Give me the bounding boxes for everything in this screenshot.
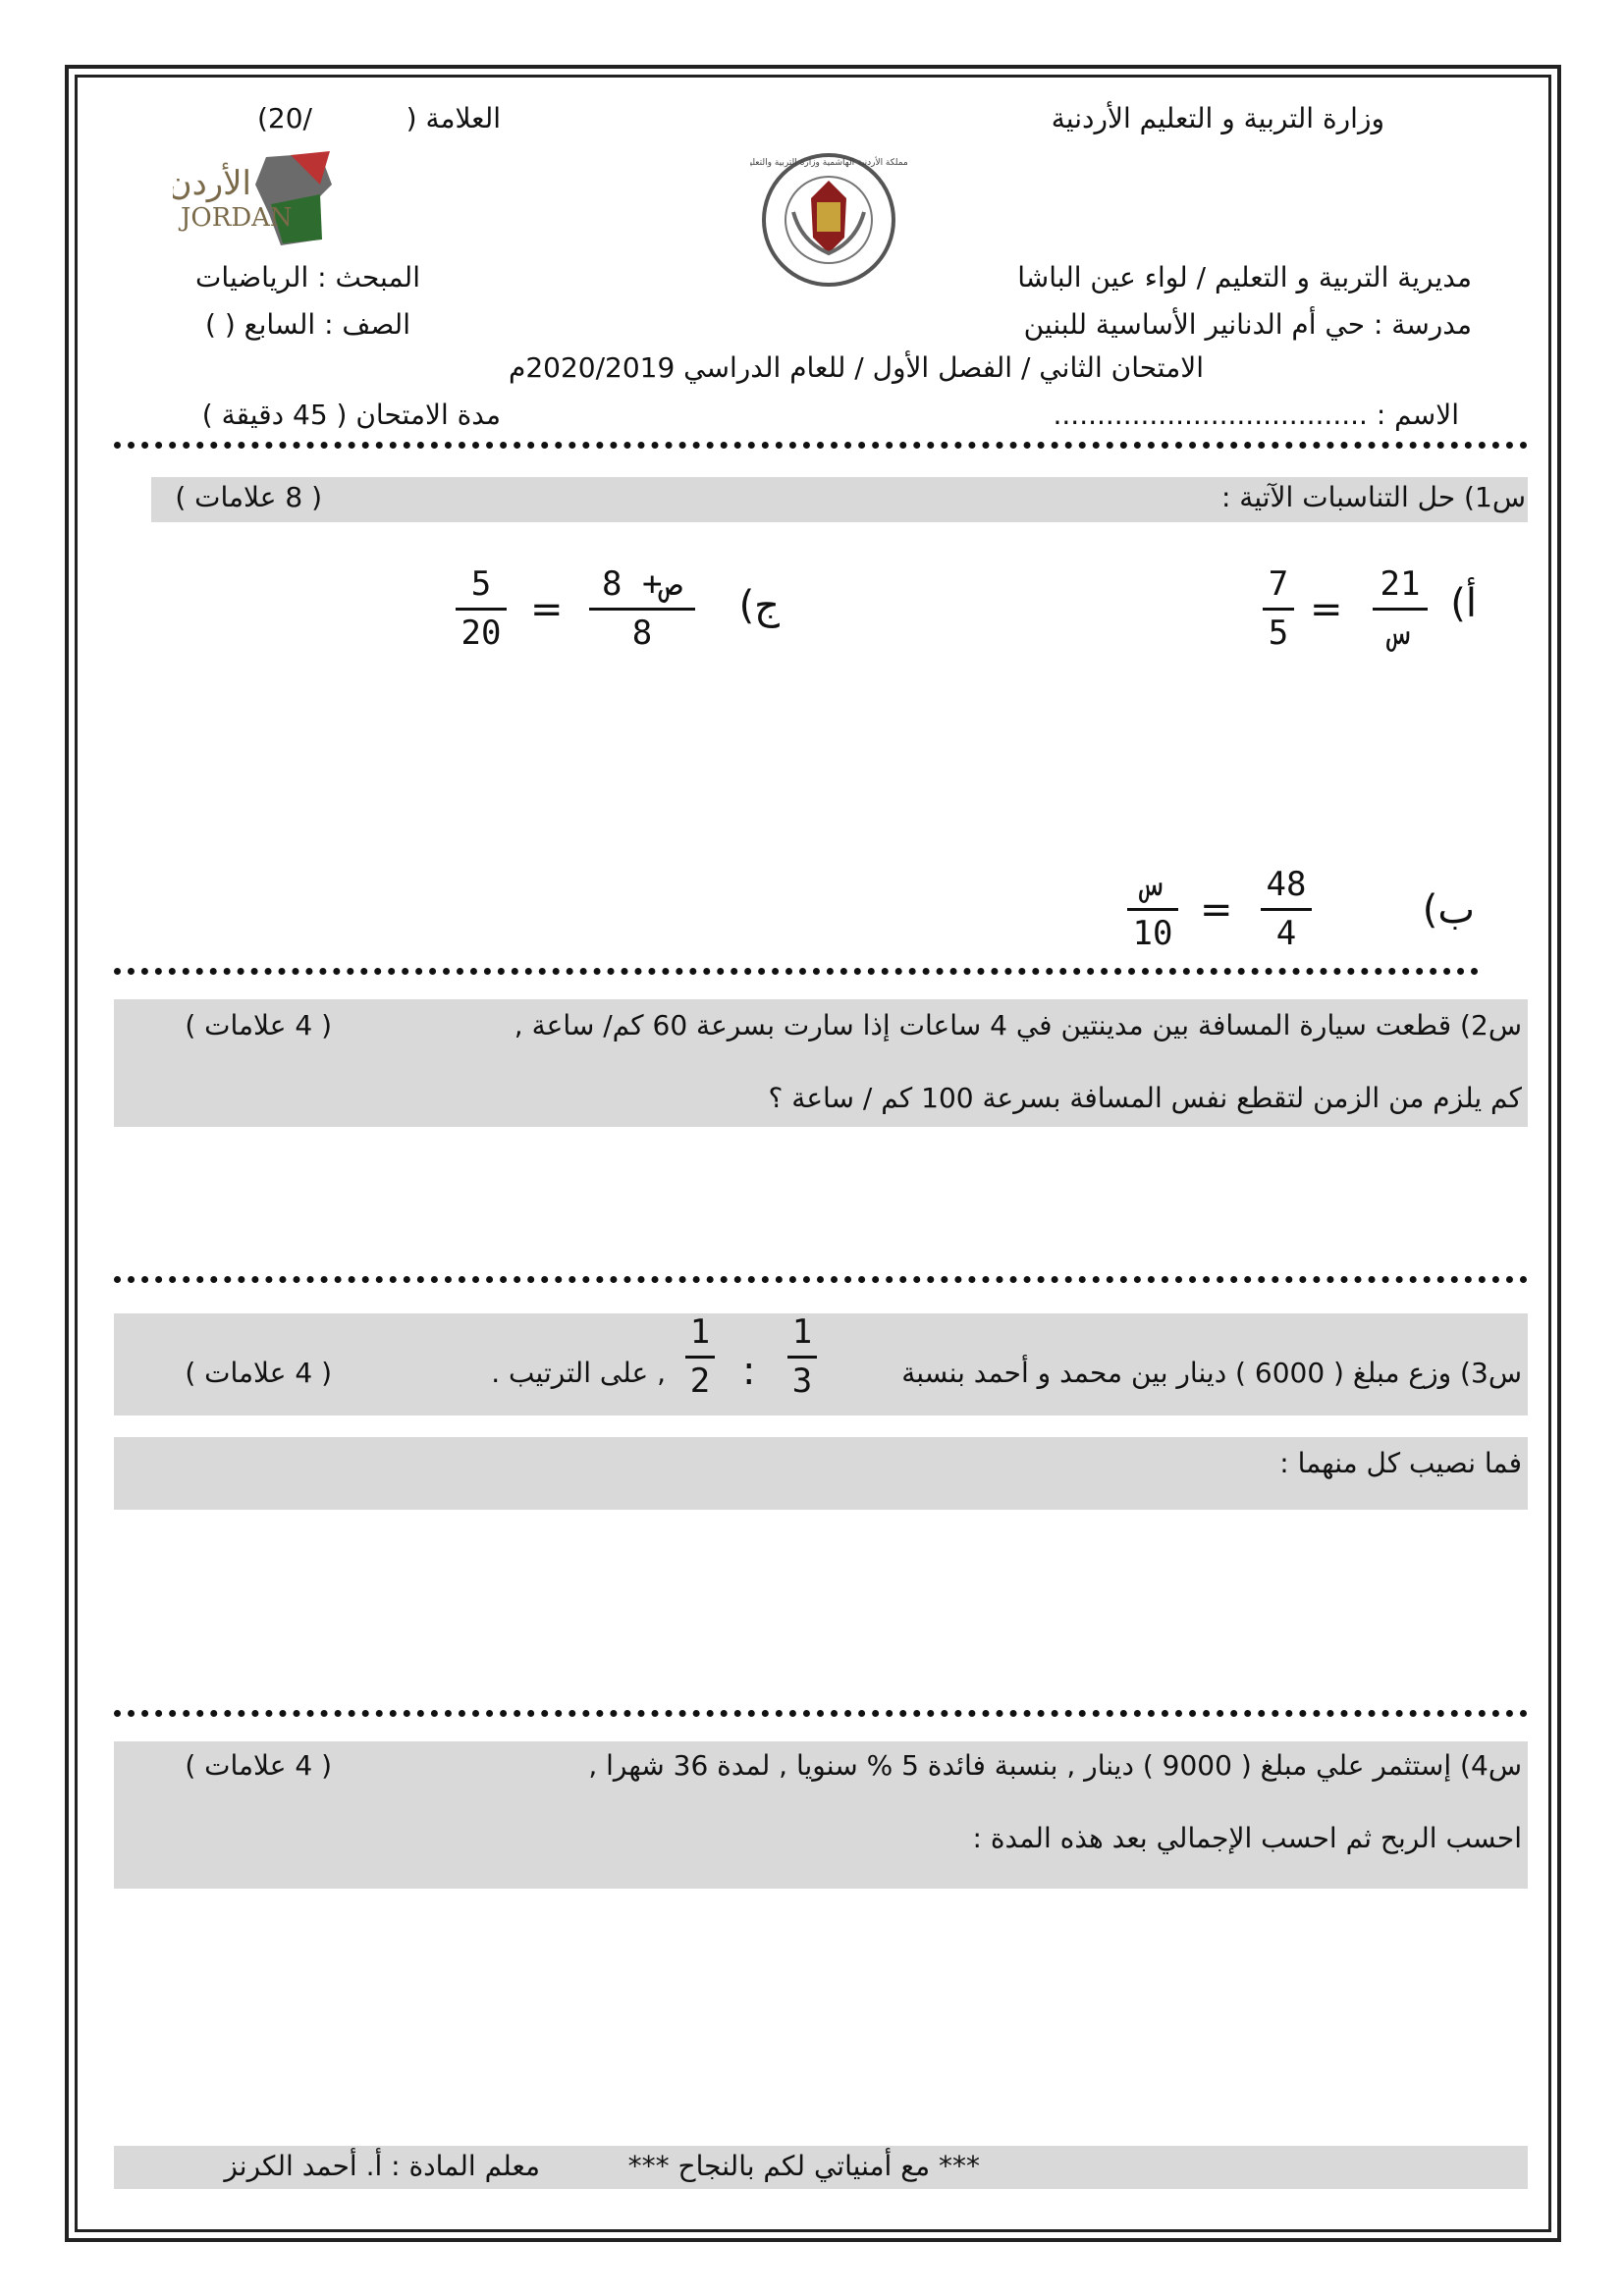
student-name-field: الاسم : .................................... [1053,399,1459,431]
q1-b-label: ب) [1422,887,1475,933]
ratio-separator: : [742,1349,756,1394]
numerator: س [1142,865,1164,904]
q4-marks: ( 4 علامات ) [185,1749,332,1782]
q1-c-left-fraction [589,565,695,653]
teacher-name: معلم المادة : أ. أحمد الكرنز [224,2150,540,2182]
denominator: 8 [631,614,653,654]
denominator: 3 [791,1362,813,1402]
q2-line1: س2) قطعت سيارة المسافة بين مدينتين في 4 ساعات إذا سارت بسرعة 60 كم/ ساعة , [514,1009,1522,1041]
numerator: 1 [689,1312,711,1352]
q4-line2: احسب الربح ثم احسب الإجمالي بعد هذه المدة : [972,1822,1522,1854]
seal-text: المملكة الأردنية الهاشمية وزارة التربية والتعليم [750,158,907,168]
numerator: 7 [1268,564,1289,604]
denominator: 20 [460,614,502,654]
logo-text-ar: الأردن [173,164,251,203]
divider [114,1710,1528,1717]
subject: المبحث : الرياضيات [195,261,420,294]
q1-c-label: ج) [738,583,780,628]
numerator: 48 [1266,865,1307,904]
denominator: 2 [689,1362,711,1402]
denominator: 10 [1132,914,1173,954]
school-name: مدرسة : حي أم الدنانير الأساسية للبنين [1023,308,1472,341]
q1-b-right-fraction [1127,866,1178,953]
numerator: ص+ 8 [602,564,682,604]
q1-a-left-fraction [1373,565,1428,653]
directorate: مديرية التربية و التعليم / لواء عين الباشا [1017,261,1472,294]
q1-c-right-fraction [456,565,507,653]
q3-line1-start: س3) وزع مبلغ ( 6000 ) دينار بين محمد و أحمد بنسبة [901,1357,1522,1389]
equals-sign: = [530,587,564,632]
grade-label: العلامة ( [406,102,501,134]
exam-title: الامتحان الثاني / الفصل الأول / للعام الدراسي 2020/2019م [508,351,1204,384]
numerator: 5 [470,564,492,604]
logo-text-en: JORDAN [181,203,293,233]
q4-line1: س4) إستثمر علي مبلغ ( 9000 ) دينار , بنسبة فائدة 5 % سنويا , لمدة 36 شهرا , [588,1749,1522,1782]
q2-line2: كم يلزم من الزمن لتقطع نفس المسافة بسرعة 100 كم / ساعة ؟ [768,1082,1522,1114]
q2-marks: ( 4 علامات ) [185,1009,332,1041]
q3-line1-end: , على الترتيب . [491,1357,666,1389]
divider [114,442,1528,449]
divider [114,1276,1528,1283]
q1-b-left-fraction [1261,866,1312,953]
denominator: 5 [1268,614,1289,654]
footer-wishes: *** مع أمنياتي لكم بالنجاح *** [627,2150,980,2182]
q1-marks: ( 8 علامات ) [175,481,322,513]
denominator: 4 [1275,914,1297,954]
numerator: 21 [1380,564,1421,604]
grade-value: (20/ [257,102,312,134]
exam-duration: مدة الامتحان ( 45 دقيقة ) [201,399,501,431]
equals-sign: = [1200,887,1233,933]
numerator: 1 [791,1312,813,1352]
q3-line2: فما نصيب كل منهما : [1279,1447,1522,1479]
denominator: س [1389,614,1411,654]
equals-sign: = [1310,587,1343,632]
q3-ratio-first [787,1313,817,1401]
jordan-logo [173,145,340,253]
q3-marks: ( 4 علامات ) [185,1357,332,1389]
ministry-seal-emblem [750,143,907,296]
q3-ratio-second [685,1313,715,1401]
q1-prompt: س1) حل التناسبات الآتية : [1220,481,1526,513]
q1-a-label: أ) [1450,581,1477,626]
q1-a-right-fraction [1263,565,1294,653]
divider [114,968,1479,975]
ministry-name: وزارة التربية و التعليم الأردنية [1051,102,1384,134]
class: الصف : السابع ( ) [205,308,410,341]
